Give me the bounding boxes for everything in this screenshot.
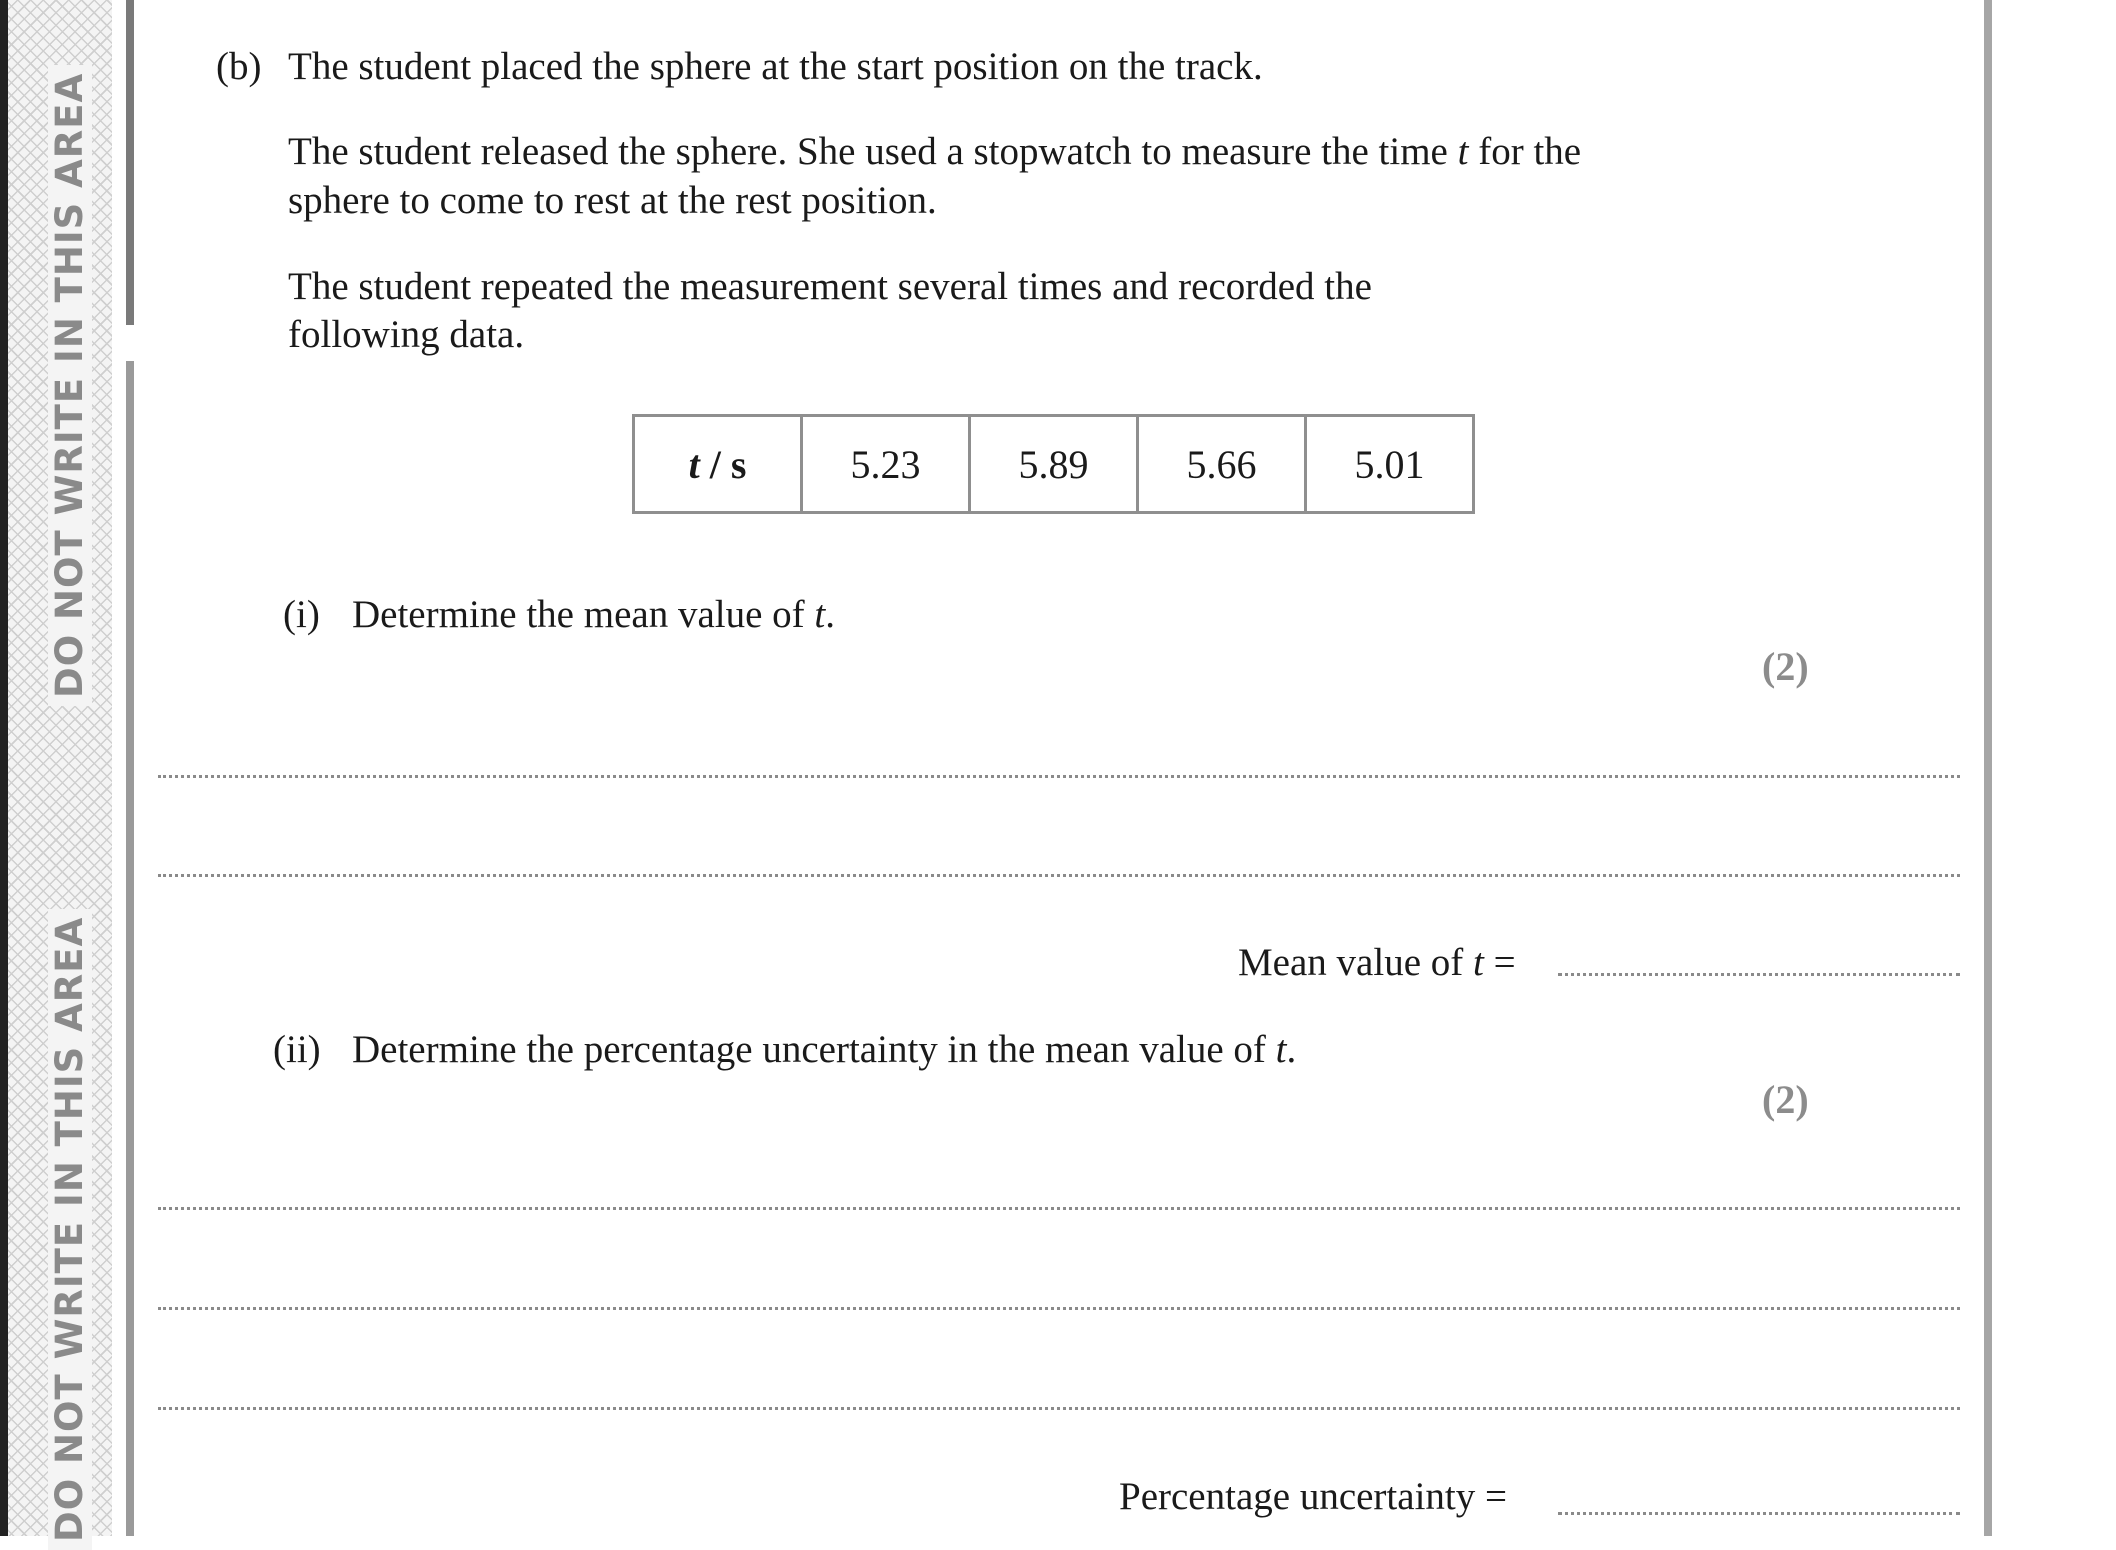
- margin-warning-upper: DO NOT WRITE IN THIS AREA: [48, 65, 92, 706]
- variable-t: t: [814, 593, 826, 636]
- question-paragraph-2-line-1: [288, 127, 1581, 176]
- part-label: (b): [216, 45, 262, 88]
- paragraph-text: for the: [1468, 130, 1582, 173]
- uncertainty-answer-line[interactable]: [1558, 1512, 1960, 1515]
- subquestion-text: Determine the percentage uncertainty in the mean value of: [352, 1028, 1276, 1071]
- margin-warning-lower: DO NOT WRITE IN THIS AREA: [48, 909, 92, 1550]
- subquestion-ii-text: [352, 1025, 1296, 1074]
- table-cell: 5.23: [802, 416, 970, 513]
- margin-rule-lower: [126, 361, 134, 1536]
- subquestion-i-label: (i): [283, 593, 320, 636]
- table-cell: 5.66: [1138, 416, 1306, 513]
- mean-answer-line[interactable]: [1558, 973, 1960, 976]
- subquestion-text: Determine the mean value of: [352, 593, 815, 636]
- variable-t: t: [1275, 1028, 1287, 1071]
- variable-t: t: [1457, 130, 1469, 173]
- question-intro: The student placed the sphere at the start position on the track.: [288, 45, 1263, 88]
- subquestion-text: .: [825, 593, 835, 636]
- subquestion-ii-label: (ii): [273, 1028, 321, 1071]
- marks-badge-i: (2): [1762, 644, 1809, 689]
- answer-line[interactable]: [158, 1407, 1960, 1410]
- subquestion-text: .: [1286, 1028, 1297, 1071]
- subquestion-i-text: [352, 590, 835, 639]
- header-unit: / s: [699, 441, 747, 487]
- variable-t: t: [1473, 941, 1484, 984]
- timing-data-table: [632, 414, 1475, 514]
- question-paragraph-3-line-1: The student repeated the measurement several times and recorded the: [288, 265, 1372, 308]
- table-header-cell: [634, 416, 802, 513]
- question-paragraph-2-line-2: sphere to come to rest at the rest position.: [288, 179, 937, 222]
- margin-rule-upper: [126, 0, 134, 325]
- answer-line[interactable]: [158, 874, 1960, 877]
- header-variable: t: [688, 441, 700, 487]
- answer-line[interactable]: [158, 1207, 1960, 1210]
- mean-answer-label: [1238, 938, 1516, 987]
- table-cell: 5.89: [970, 416, 1138, 513]
- question-paragraph-3-line-2: following data.: [288, 313, 525, 356]
- right-page-border: [1984, 0, 1992, 1536]
- uncertainty-answer-label: Percentage uncertainty =: [1119, 1475, 1507, 1518]
- paragraph-text: The student released the sphere. She used a stopwatch to measure the time: [288, 130, 1458, 173]
- table-cell: 5.01: [1306, 416, 1474, 513]
- answer-line[interactable]: [158, 1307, 1960, 1310]
- answer-label-text: =: [1483, 941, 1516, 984]
- table-row: [634, 416, 1474, 513]
- answer-label-text: Mean value of: [1238, 941, 1473, 984]
- answer-line[interactable]: [158, 775, 1960, 778]
- marks-badge-ii: (2): [1762, 1077, 1809, 1122]
- page-edge: [0, 0, 8, 1536]
